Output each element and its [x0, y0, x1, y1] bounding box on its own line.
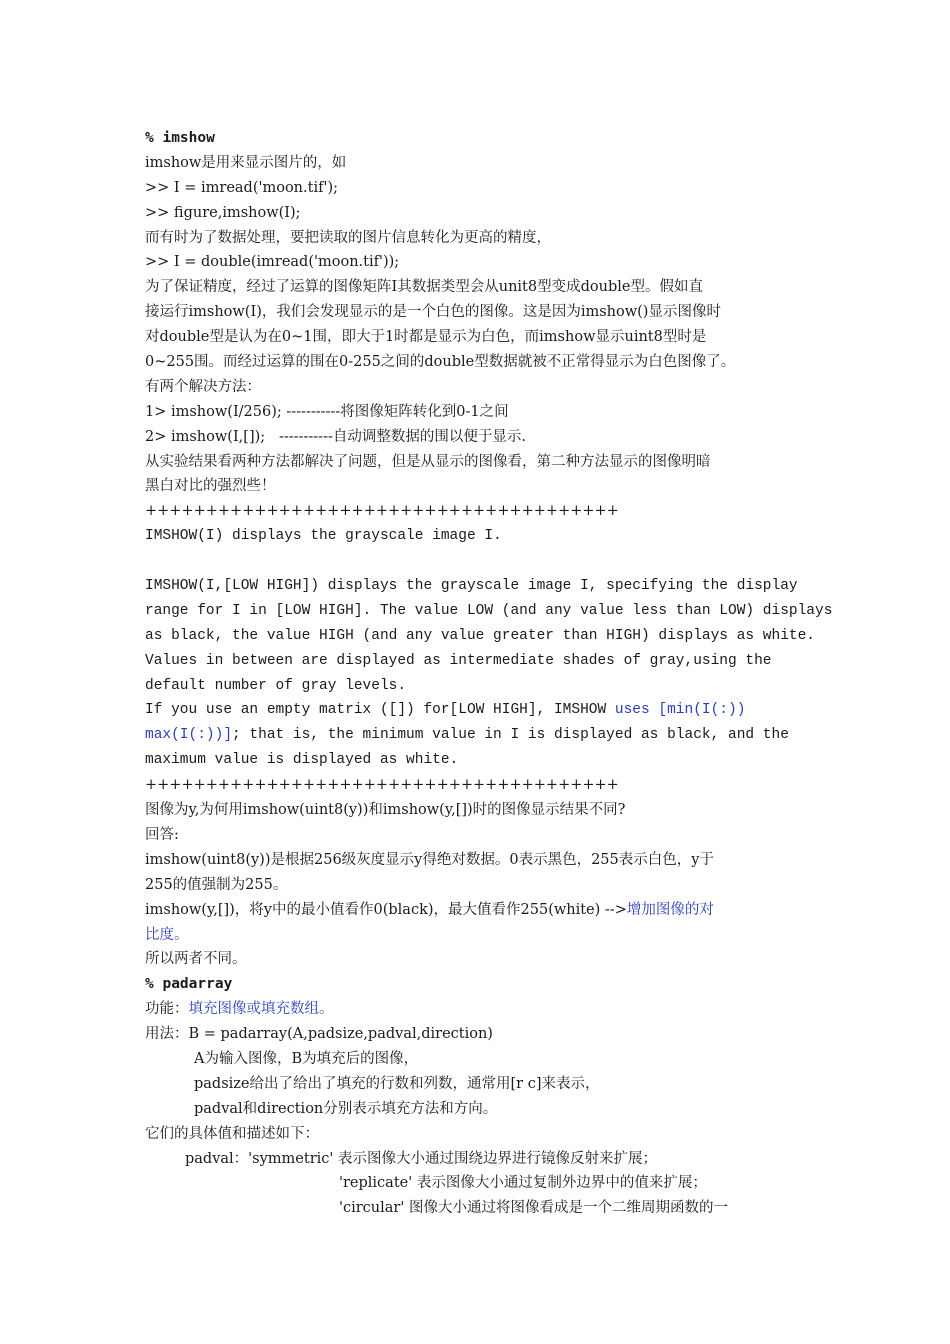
doc-line: as black, the value HIGH (and any value greater than HIGH) displays as white.	[145, 627, 816, 644]
answer-line: 所以两者不同。	[145, 951, 247, 968]
highlight-text: 增加图像的对	[626, 901, 714, 918]
doc-text: If you use an empty matrix ([]) for[LOW HIGH], IMSHOW	[145, 702, 615, 719]
text-line: 黑白对比的强烈些！	[145, 478, 276, 495]
answer-line: imshow(uint8(y))是根据256级灰度显示y得绝对数据。0表示黑色，255表示白色，y于	[145, 851, 714, 868]
padval-line: 'circular' 图像大小通过将图像看成是一个二维周期函数的一	[339, 1200, 728, 1217]
code-line: >> I = imread('moon.tif');	[145, 179, 338, 196]
doc-line: range for I in [LOW HIGH]. The value LOW (and any value less than LOW) displays	[145, 602, 833, 619]
answer-line	[145, 898, 825, 923]
section-heading-padarray: % padarray	[145, 976, 233, 993]
doc-line: maximum value is displayed as white.	[145, 752, 459, 769]
answer-label: 回答:	[145, 826, 179, 843]
usage-detail: padval和direction分别表示填充方法和方向。	[194, 1100, 498, 1117]
separator: +++++++++++++++++++++++++++++++++++++++	[145, 777, 619, 794]
padval-line: padval：'symmetric' 表示图像大小通过围绕边界进行镜像反射来扩展；	[185, 1150, 657, 1167]
text-line: 接运行imshow(I)，我们会发现显示的是一个白色的图像。这是因为imshow()显示图像时	[145, 304, 721, 321]
separator: +++++++++++++++++++++++++++++++++++++++	[145, 503, 619, 520]
text-line: 为了保证精度，经过了运算的图像矩阵I其数据类型会从unit8型变成double型。假如直	[145, 279, 703, 296]
usage-line: 用法：B = padarray(A,padsize,padval,direction)	[145, 1026, 493, 1043]
text-line: 它们的具体值和描述如下：	[145, 1125, 319, 1142]
question-line: 图像为y,为何用imshow(uint8(y))和imshow(y,[])时的图像显示结果不同?	[145, 802, 626, 819]
answer-line: 255的值强制为255。	[145, 876, 288, 893]
text-line: 从实验结果看两种方法都解决了问题，但是从显示的图像看，第二种方法显示的图像明暗	[145, 453, 711, 470]
code-line: >> figure,imshow(I);	[145, 204, 301, 221]
highlight-text: max(I(:))]	[145, 727, 233, 744]
solution-1: 1> imshow(I/256); -----------将图像矩阵转化到0-1之间	[145, 403, 509, 420]
usage-detail: padsize给出了给出了填充的行数和列数，通常用[r c]来表示，	[194, 1075, 600, 1092]
doc-line: default number of gray levels.	[145, 677, 407, 694]
code-line: >> I = double(imread('moon.tif'));	[145, 254, 400, 271]
section-heading-imshow: % imshow	[145, 130, 215, 146]
text-line: 0~255围。而经过运算的围在0-255之间的double型数据就被不正常得显示为白色图像了。	[145, 354, 736, 371]
answer-text: imshow(y,[])，将y中的最小值看作0(black)，最大值看作255(white) -->	[145, 901, 627, 918]
text-line: 对double型是认为在0~1围，即大于1时都是显示为白色，而imshow显示uint8型时是	[145, 329, 707, 346]
doc-line: Values in between are displayed as intermediate shades of gray,using the	[145, 652, 772, 669]
doc-line	[145, 698, 825, 723]
usage-detail: A为输入图像，B为填充后的图像，	[194, 1050, 419, 1067]
document-page	[145, 126, 833, 1221]
solution-2: 2> imshow(I,[]); -----------自动调整数据的围以便于显示.	[145, 428, 526, 445]
text-line: 而有时为了数据处理，要把读取的图片信息转化为更高的精度，	[145, 229, 551, 246]
doc-line	[145, 723, 825, 748]
function-label: 功能：	[145, 1001, 189, 1018]
padval-line: 'replicate' 表示图像大小通过复制外边界中的值来扩展；	[339, 1175, 707, 1192]
text-line: 有两个解决方法：	[145, 378, 261, 395]
text-line: imshow是用来显示图片的，如	[145, 154, 347, 171]
doc-text: ; that is, the minimum value in I is displayed as black, and the	[232, 727, 789, 744]
function-line	[145, 997, 825, 1022]
doc-line: IMSHOW(I) displays the grayscale image I.	[145, 528, 502, 545]
blank-line	[145, 549, 825, 574]
highlight-text: 填充图像或填充数组。	[188, 1001, 334, 1018]
doc-line: IMSHOW(I,[LOW HIGH]) displays the grayscale image I, specifying the display	[145, 578, 798, 595]
answer-line: 比度。	[145, 926, 189, 943]
highlight-text: uses [min(I(:))	[614, 702, 746, 719]
